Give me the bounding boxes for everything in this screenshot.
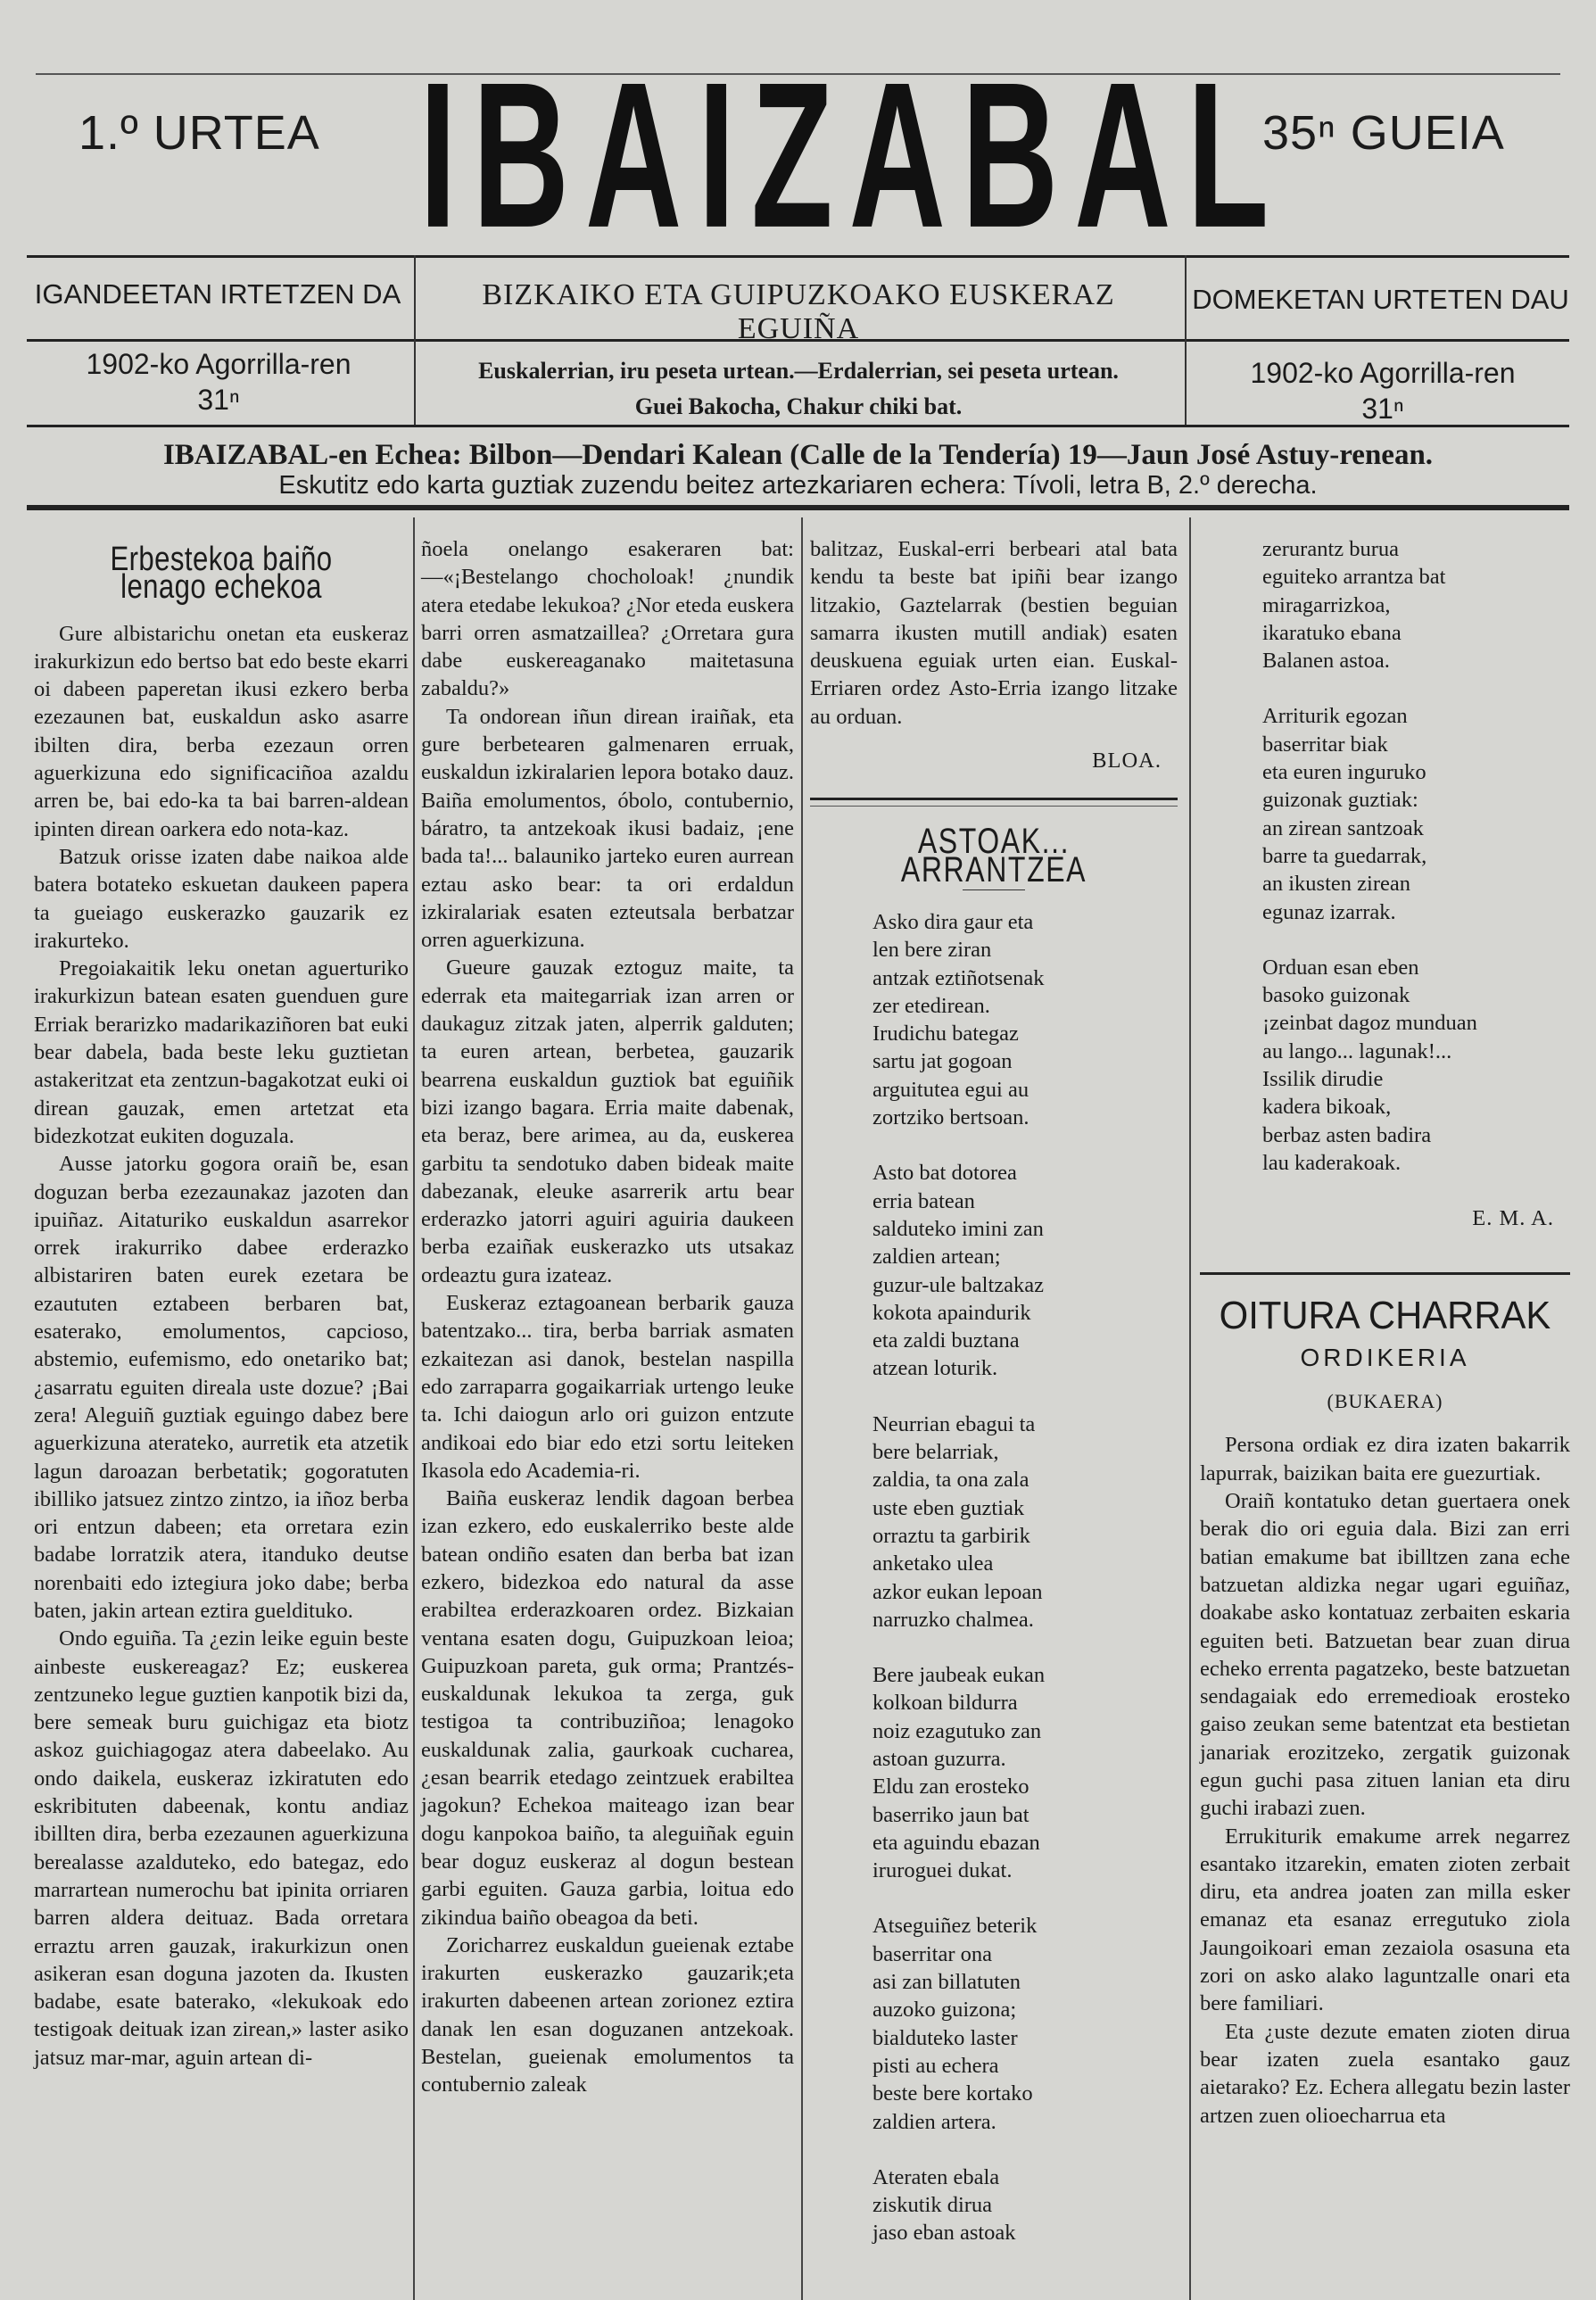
article-title-oitura: OITURA CHARRAK [1219,1293,1551,1337]
poem-stanza [872,908,1178,1131]
poem-line: sartu jat gogoan [872,1049,1013,1074]
subscription-prices [419,353,1178,425]
poem-line: guzur-ule baltzakaz [872,1272,1044,1297]
poem-line: erria batean [872,1188,975,1213]
poem-line: zaldien artean; [872,1245,1001,1270]
poem-line: len bere ziran [872,938,992,963]
poem-stanza [872,1159,1178,1382]
poem-line: Eldu zan erosteko [872,1775,1030,1799]
article-paragraph: Gure albistarichu onetan eta euskeraz irakurkizun edo bertso bat edo beste ekarri oi dabeen paperetan ikusi ezkero berba ezezaunen bat, euskaldun asko asarre ibilten dira, berba ezezaun orren aguerkizuna edo significaciñoa azaldu arren be, bai edo-ka ta bai barren-aldean ipinten direan oarkera edo nota-kaz. [34,621,409,841]
poem-line: Irudichu bategaz [872,1022,1019,1047]
section-divider [1200,1272,1570,1275]
column-3 [810,535,1178,2275]
poem-line: salduteko imini zan [872,1216,1044,1241]
poem-stanza [1262,954,1570,1177]
column-1 [34,535,409,2072]
poem-line: an ikusten zirean [1262,872,1410,897]
masthead-divider-left [414,255,416,425]
poem-line: lau kaderakoak. [1262,1150,1402,1175]
poem-line: asi zan billatuten [872,1970,1021,1995]
poem-line: uste eben guztiak [872,1495,1025,1520]
poem-line: berbaz asten badira [1262,1122,1432,1147]
year-label: 1.º URTEA [79,106,320,160]
poem-line: zortziko bertsoan. [872,1105,1030,1130]
article-paragraph: ñoela onelango esakeraren bat:—«¡Bestelango chocholoak! ¿nundik atera etedabe lekukoa? ¿Nor eteda euskera barri orren asmatzaillea? ¿Orretara gura dabe euskereaganako maitetasuna zabaldu?» [421,537,794,701]
poem-stanza [1262,535,1570,674]
poem-stanza [872,1912,1178,2135]
poem-line: beste bere kortako [872,2081,1033,2106]
poem-line: kokota apaindurik [872,1300,1031,1325]
date-right-line1: 1902-ko Agorrilla-ren [1250,357,1516,389]
poem-line: anketako ulea [872,1551,994,1576]
article-subtitle: ORDIKERIA [1300,1343,1470,1371]
correspondence-address: Eskutitz edo karta guztiak zuzendu beitez artezkariaren echera: Tívoli, letra B, 2.º derecha. [278,471,1318,500]
article-paragraph: balitzaz, Euskal-erri berbeari atal bata kendu ta beste bat ipiñi bear izango litzakio, Gaztelarrak (bestien beguian samarra ikusten mutill andiak) esaten deuskuena eguiak urten eian. Euskal-Erriaren ordez Asto-Erria izango litzake au orduan. [810,537,1178,729]
poem-line: auzoko guizona; [872,1998,1017,2023]
poem-line: iruroguei dukat. [872,1858,1013,1883]
masthead-title: IBAIZABAL [419,38,1286,271]
poem-line: ikaratuko ebana [1262,620,1402,645]
poem-line: orraztu ta garbirik [872,1523,1030,1548]
poem-line: Asko dira gaur eta [872,909,1034,934]
article-paragraph: Pregoiakaitik leku onetan aguerturiko irakurkizun batean esaten guenduen gure Erriak berarizko madarikaziñoren bat euki bear dabela, bada beste leku guztietan astakeritzat eta zentzun-bagakotzat euki oi direan gauzak, emen artetzat eta bidezkotzat eukiten doguzala. [34,956,409,1148]
poem-line: egunaz izarrak. [1262,899,1396,924]
poem-line: an zirean santzoak [1262,815,1424,840]
date-left-line2: 31ⁿ [197,384,240,416]
article-paragraph: Errukiturik emakume arrek negarrez esantako itzarekin, ematen zioten zerbait diru, eta andrea joaten zan milla esker emanaz eta esanaz erregutuko ziola Jaungoikoari eman zezaiola osasuna eta zori on asko alako laguntzalle onari eta bere familiari. [1200,1824,1570,2016]
poem-line: eta aguindu ebazan [872,1830,1040,1855]
article-paragraph: Euskeraz eztagoanean berbarik gauza batentzako... tira, berba barriak asmaten ezkaitezan asi danok, bestelan naspilla edo zarraparra gogaikarriak urtengo leuke ta. Ichi daiogun arlo ori guizon entzute andikoai edo biar edo etzi sortu leiteken Ikasola edo Academia-ri. [421,1291,794,1483]
poem-line: Bere jaubeak eukan [872,1663,1046,1688]
article-signature: BLOA. [1092,749,1162,774]
article-paragraph: Persona ordiak ez dira izaten bakarrik lapurrak, baizikan baita ere guezurtiak. [1200,1433,1570,1485]
poem-stanza [872,1661,1178,1884]
masthead-divider-right [1185,255,1187,425]
poem-line: Orduan esan eben [1262,955,1419,980]
column-4 [1200,535,1570,2130]
poem-line: zerurantz burua [1262,537,1400,561]
publication-day-right: DOMEKETAN URTETEN DAU [1192,284,1569,315]
date-right-line2: 31ⁿ [1361,393,1404,425]
poem-line: eta euren inguruko [1262,760,1426,785]
poem-line: kolkoan bildurra [872,1691,1018,1716]
poem-line: pisti au echera [872,2053,999,2078]
poem-line: narruzko chalmea. [872,1607,1034,1632]
article-paragraph: Ausse jatorku gogora oraiñ be, esan doguzan berba ezezaunakaz jazoten dan ipuiñaz. Aitaturiko euskaldun asarrekor orrek irakurriko dabee erderazko albistariren baten eurek ezetara be ezaututen eztabeen berbaren bat, esaterako, emolumentos, capcioso, abstemio, eufemismo, edo onetariko bat; ¿asarratu eguiten direala uste dozue? ¡Bai zera! Aleguiñ guztiak eguingo dabez bere aguerkizuna aterateko, aurretik eta atzetik lagun daroazan berbetatik; gogoratuten ibilliko jatsuez zintzo zintzo, ia iñoz berba ori entzun dabeen; eta orretara ezin badabe lorratzik atera, itanduko deutse norenbaiti edo iztegiura joko dabe; berba baten, jakin artean eztira guelditukо. [34,1152,409,1623]
office-address: IBAIZABAL-en Echea: Bilbon—Dendari Kalean (Calle de la Tendería) 19—Jaun José Astuy-renean. [162,439,1434,471]
poem-line: barre ta guedarrak, [1262,843,1427,868]
prices-line2: Guei Bakocha, Chakur chiki bat. [634,393,963,419]
column-2 [421,535,794,2099]
poem-line: baserritar ona [872,1941,992,1966]
poem-line: astoan guzurra. [872,1746,1006,1771]
poem-continued [1200,535,1570,1177]
poem-signature: E. M. A. [1472,1206,1554,1231]
date-right [1195,355,1570,426]
section-divider-thin [810,806,1178,807]
poem-line: baserritar biak [1262,732,1388,757]
poem-line: guizonak guztiak: [1262,788,1418,813]
poem-line: zaldien artera. [872,2109,996,2134]
poem-line: atzean loturik. [872,1356,998,1381]
article-paragraph: Gueure gauzak eztoguz maite, ta ederrak eta maitegarriak izan arren or daukaguz zitzak jaten, alperrik galduten; ta euren artean, berbetea, gauzarik bearrena euskaldun guztiok bat eguiñik bizi izango bagara. Erria maite dabenak, eta beraz, bere arimea, au da, euskerea garbitu ta sendotuko daben bideak maite dabezanak, eleuke asarrerik artu bear erderazko jatorri aguiri aguiria daukeen berba ezaiñak euskerazko uts utsakaz ordeaztu gura izateaz. [421,956,794,1287]
poem-line: antzak eztiñotsenak [872,965,1045,990]
poem-title: ASTOAK... ARRANTZEA [900,822,1087,889]
poem-line: ziskutik dirua [872,2193,993,2218]
publication-day-left: IGANDEETAN IRTETZEN DA [34,278,401,310]
article-paragraph: Ondo eguiña. Ta ¿ezin leike eguin beste ainbeste euskereagaz? Ez; euskerea zentzuneko legue guztien kanpotik bizi da, bere semeak buru guichigaz eta biotz askoz guichiagogaz atera dabeelako. Au ondo daikela, euskeraz izkiratuten edo eskribituten dabeenak, kontu andiaz ibillten dira, berba ezezaunen aguerkizuna berealasse azalduteko, edo bategaz, edo marrartean numerochu bat ipinita orriaren barren aldera deituaz. Bada orretara erraztu arren gauzak, irakurkizun onen asikeran esan doguna jazoten da. Ikusten badabe, esate baterako, «lekukoak edo testigoak deituak izan zirean,» laster asiko jatsuz mar-mar, aguin artean di- [34,1626,409,2070]
poem-line: bialduteko laster [872,2025,1018,2050]
column-rule-1 [413,517,415,2300]
article-paragraph: Oraiñ kontatuko detan guertaera onek berak dio ori eguia dala. Bizi zan erri batian emakume bat ibilltzen zana eche batzuetan aldizka negar ugari eguiñaz, doakabe asko kontatuaz zerbaiten eskaria eguiten beti. Batzuetan bear zuan dirua echeko errenta pagatzeko, beste batzuetan sendagaiak edo erremedioak erosteko gaiso zeukan seme batentzat eta bestietan janariak erozitzeko, zergatik guizonak egun guchi pasa zituen lanian eta diru guchi irabazi zuen. [1200,1489,1570,1821]
poem-line: baserriko jaun bat [872,1802,1030,1827]
title-rule [963,889,1025,890]
poem-line: Ateraten ebala [872,2164,1000,2189]
poem-line: Asto bat dotorea [872,1161,1017,1186]
date-left-line1: 1902-ko Agorrilla-ren [86,348,351,380]
date-left [36,346,401,418]
column-rule-3 [1189,517,1191,2300]
poem-line: eta zaldi buztana [872,1328,1020,1353]
article-paragraph: Zoricharrez euskaldun gueienak eztabe irakurten euskerazko gauzarik;eta irakurten dabeenen artean zorionez eztira danak len esan doguzanen antzekoak. Bestelan, gueienak emolumentos ta contubernio zaleak [421,1932,794,2097]
masthead-rule-1 [27,255,1569,258]
poem-line: miragarrizkoa, [1262,592,1391,617]
poem-line: noiz ezagutuko zan [872,1718,1042,1743]
prices-line1: Euskalerrian, iru peseta urtean.—Erdalerrian, sei peseta urtean. [478,358,1119,384]
poem-line: au lango... lagunak!... [1262,1038,1452,1063]
poem-line: eguiteko arrantza bat [1262,565,1446,590]
poem-stanza [872,1411,1178,1634]
poem-line: arguitutea egui au [872,1077,1030,1102]
poem-line: Arriturik egozan [1262,704,1408,729]
masthead-rule-4 [27,505,1569,510]
article-paragraph: Batzuk orisse izaten dabe naikoa alde batera botateko eskuetan daukeen papera ta gueiago euskerazko gauzarik ez irakurteko. [34,844,409,953]
poem-line: bere belarriak, [872,1440,999,1465]
poem-stanza [872,2163,1178,2247]
section-divider [810,798,1178,800]
poem-stanza [1262,702,1570,925]
poem-line: Issilik dirudie [1262,1067,1384,1092]
article-title: Erbestekoa baiño lenago echekoa [110,541,333,607]
article-conclusion-note: (BUKAERA) [1327,1390,1443,1413]
poem-line: jaso eban astoak [872,2221,1016,2246]
poem-line: Balanen astoa. [1262,649,1390,674]
article-paragraph: Baiña euskeraz lendik dagoan berbea izan ezkero, edo euskalerriko beste alde batean ondiño esaten dan berba bat izan ezkero, bidezkoa edo natural da asse erabiltea erderazkoaren ordez. Bizkaian ventana esaten dogu, Guipuzkoan leioa; Guipuzkoan pareta, guk orma; Prantzés-euskaldunak lekukoa ta zerga, guk testigoa ta contribuziñoa; lenagoko euskaldunak zalia, gaurkoak cucharea, ¿esan bearrik etedago zeintzuek erabiltea jagokun? Echekoa maiteago izan bear dogu kanpokoa baiño, ta aleguiñak eguin bear doguz euskeraz al dogun bestean garbi eguiten. Gauza garbia, loitua edo zikindua baiño obeagoa da beti. [421,1486,794,1930]
poem-line: ¡zeinbat dagoz munduan [1262,1011,1477,1036]
subtitle: BIZKAIKO ETA GUIPUZKOAKO EUSKERAZ EGUIÑA [482,278,1115,345]
poem-line: zer etedirean. [872,993,990,1018]
poem [810,908,1178,2247]
poem-line: Atseguiñez beterik [872,1914,1038,1939]
article-paragraph: Ta ondorean iñun direan iraiñak, eta gure berbetearen galmenaren erruak, euskaldun izkiralarien lepora botako dauz. Baiña emolumentos, óbolo, contubernio, báratro, ta antzekoak ikusi badaiz, ¡ene bada ta!... balauniko jarteko euren aurrean eztau asko bear: ta ori erdaldun izkiralariak esaten ezteutsala berbatzar orren aguerkizuna. [421,704,794,953]
poem-line: basoko guizonak [1262,983,1410,1008]
poem-line: kadera bikoak, [1262,1095,1392,1120]
article-paragraph: Eta ¿uste dezute ematen zioten dirua bear izaten zuela esantako gauz aietarako? Ez. Echera allegatu bezin laster artzen zuen olioecharrua eta [1200,2019,1570,2128]
poem-line: zaldia, ta ona zala [872,1468,1030,1493]
poem-line: azkor eukan lepoan [872,1579,1043,1604]
poem-line: Neurrian ebagui ta [872,1411,1036,1436]
column-rule-2 [801,517,803,2300]
issue-number: 35ⁿ GUEIA [1262,106,1505,160]
